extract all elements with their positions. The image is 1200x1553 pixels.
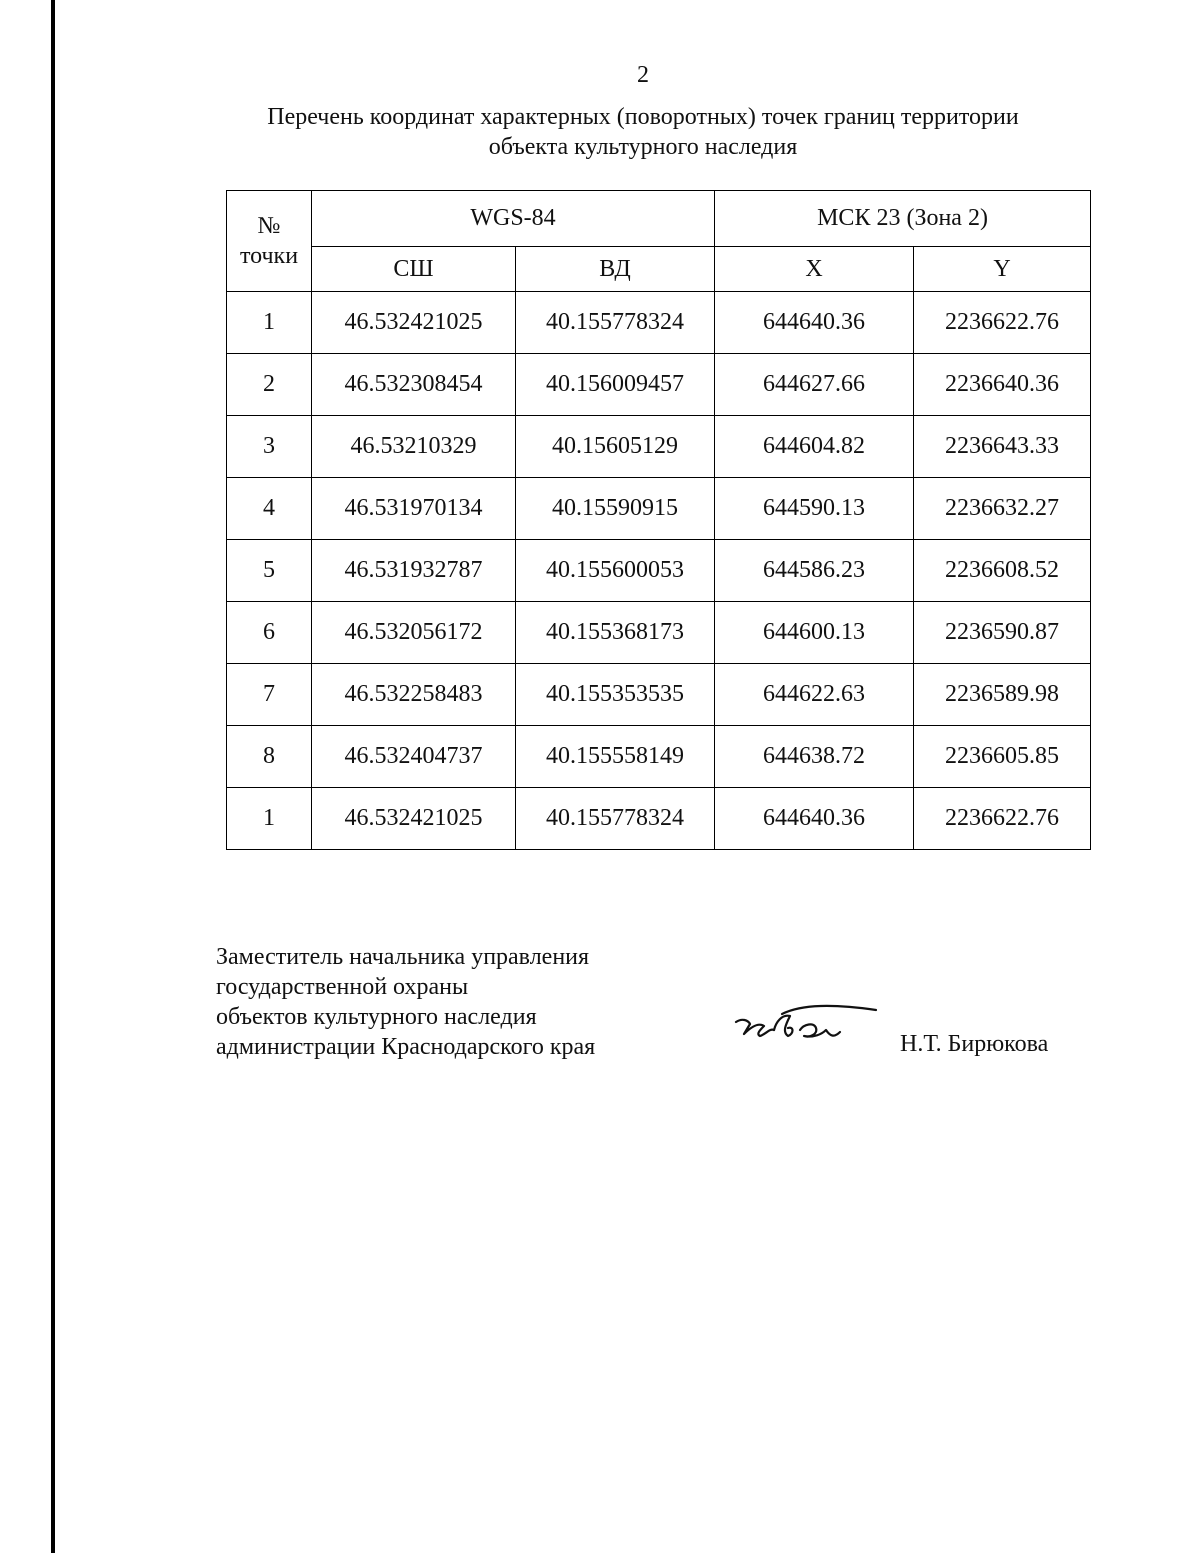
point-number-cell: 1 (227, 788, 312, 850)
point-number-cell: 1 (227, 292, 312, 354)
y-cell: 2236632.27 (914, 478, 1091, 540)
point-number-cell: 3 (227, 416, 312, 478)
latitude-cell: 46.531932787 (312, 540, 516, 602)
x-cell: 644600.13 (715, 602, 914, 664)
longitude-cell: 40.155778324 (516, 292, 715, 354)
handwritten-signature (730, 1000, 880, 1060)
table-row (227, 478, 1091, 540)
longitude-cell: 40.15605129 (516, 416, 715, 478)
point-number-cell: 2 (227, 354, 312, 416)
latitude-cell: 46.531970134 (312, 478, 516, 540)
longitude-cell: 40.155778324 (516, 788, 715, 850)
position-line-1: Заместитель начальника управления (216, 944, 590, 970)
signatory-position (216, 942, 595, 1062)
point-number-header-line-1: № (257, 213, 281, 239)
x-cell: 644622.63 (715, 664, 914, 726)
x-cell: 644590.13 (715, 478, 914, 540)
y-cell: 2236589.98 (914, 664, 1091, 726)
y-cell: 2236640.36 (914, 354, 1091, 416)
point-number-header (227, 191, 312, 292)
table-row (227, 664, 1091, 726)
longitude-header: ВД (516, 247, 715, 292)
y-cell: 2236605.85 (914, 726, 1091, 788)
x-cell: 644638.72 (715, 726, 914, 788)
longitude-cell: 40.155558149 (516, 726, 715, 788)
x-cell: 644604.82 (715, 416, 914, 478)
table-row (227, 726, 1091, 788)
table-row (227, 292, 1091, 354)
position-line-4: администрации Краснодарского края (216, 1034, 596, 1060)
point-number-cell: 5 (227, 540, 312, 602)
point-number-cell: 6 (227, 602, 312, 664)
table-row (227, 416, 1091, 478)
page-number: 2 (637, 62, 649, 88)
latitude-cell: 46.53210329 (312, 416, 516, 478)
document-title (180, 102, 1106, 162)
title-line-1: Перечень координат характерных (поворотных) точек границ территории (267, 104, 1019, 130)
table-row (227, 788, 1091, 850)
y-header: Y (914, 247, 1091, 292)
y-cell: 2236590.87 (914, 602, 1091, 664)
latitude-cell: 46.532056172 (312, 602, 516, 664)
page-edge-rule (51, 0, 55, 1553)
y-cell: 2236622.76 (914, 788, 1091, 850)
longitude-cell: 40.155600053 (516, 540, 715, 602)
msk23-header: МСК 23 (Зона 2) (715, 191, 1091, 247)
point-number-cell: 7 (227, 664, 312, 726)
x-cell: 644640.36 (715, 788, 914, 850)
x-header: X (715, 247, 914, 292)
latitude-cell: 46.532421025 (312, 292, 516, 354)
x-cell: 644640.36 (715, 292, 914, 354)
point-number-cell: 4 (227, 478, 312, 540)
position-line-2: государственной охраны (216, 974, 469, 1000)
title-line-2: объекта культурного наследия (488, 134, 798, 160)
x-cell: 644627.66 (715, 354, 914, 416)
y-cell: 2236643.33 (914, 416, 1091, 478)
x-cell: 644586.23 (715, 540, 914, 602)
y-cell: 2236608.52 (914, 540, 1091, 602)
signatory-name: Н.Т. Бирюкова (900, 1031, 1049, 1057)
latitude-header: СШ (312, 247, 516, 292)
wgs84-header: WGS-84 (312, 191, 715, 247)
position-line-3: объектов культурного наследия (216, 1004, 537, 1030)
y-cell: 2236622.76 (914, 292, 1091, 354)
table-row (227, 540, 1091, 602)
point-number-header-line-2: точки (239, 243, 299, 269)
table-row (227, 602, 1091, 664)
longitude-cell: 40.155368173 (516, 602, 715, 664)
coordinates-table (226, 190, 1091, 850)
latitude-cell: 46.532258483 (312, 664, 516, 726)
latitude-cell: 46.532308454 (312, 354, 516, 416)
longitude-cell: 40.155353535 (516, 664, 715, 726)
longitude-cell: 40.15590915 (516, 478, 715, 540)
longitude-cell: 40.156009457 (516, 354, 715, 416)
latitude-cell: 46.532421025 (312, 788, 516, 850)
point-number-cell: 8 (227, 726, 312, 788)
latitude-cell: 46.532404737 (312, 726, 516, 788)
table-row (227, 354, 1091, 416)
